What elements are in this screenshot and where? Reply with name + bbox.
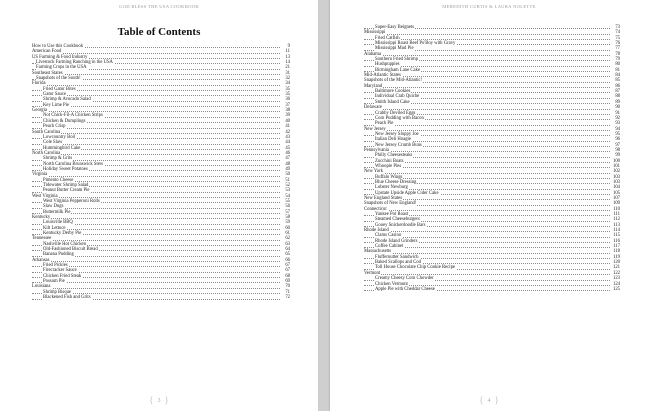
- toc-entry-page: 107: [612, 196, 620, 201]
- toc-entry-page: 59: [285, 220, 290, 226]
- toc-entry-title: Hummingbird Cake: [43, 145, 81, 151]
- toc-entry-page: 86: [615, 83, 620, 89]
- toc-entry-title: US Farming & Food Industry: [32, 54, 88, 60]
- toc-entry-page: 35: [285, 92, 290, 98]
- toc-entry-title: Alabama: [364, 51, 381, 57]
- toc-entry-title: Yankee Pot Roast: [375, 212, 409, 218]
- toc-entry-title: Cole Slaw: [43, 140, 63, 146]
- toc-entry-page: 124: [612, 281, 620, 287]
- toc-entry-title: Mississippi: [364, 30, 386, 36]
- toc-entry-page: 41: [285, 124, 290, 130]
- toc-entry-title: Old-Fashioned Biscuit Bread: [43, 247, 98, 253]
- toc-entry-title: How to Use this Cookbook: [32, 44, 84, 49]
- leader-dots: [32, 133, 280, 134]
- toc-entry-title: New Jersey Crumb Buns: [375, 142, 422, 148]
- left-page: [0, 0, 318, 411]
- toc-entry-page: 32: [285, 76, 290, 82]
- toc-entry-page: 67: [285, 263, 290, 269]
- page-number: [0, 395, 318, 405]
- toc-entry-page: 66: [285, 257, 290, 263]
- toc-entry-title: Livestock Farming Ranching in the USA: [36, 60, 113, 66]
- leader-dots: [32, 261, 280, 262]
- toc-entry-title: New England States: [364, 196, 403, 201]
- toc-entry-page: 101: [612, 163, 620, 169]
- toc-entry-page: 123: [612, 276, 620, 282]
- toc-entry-page: 111: [613, 212, 620, 218]
- toc-entry-title: Corn Pudding with Bacon: [375, 115, 424, 121]
- folio-bracket-left-icon: {: [479, 395, 484, 405]
- toc-entry-title: Baked Scallops and Cod: [375, 260, 421, 266]
- page-number-value: 4: [487, 398, 491, 404]
- leader-dots: [364, 66, 610, 67]
- toc-entry-page: 54: [285, 193, 290, 199]
- toc-entry-title: West Virginia: [32, 193, 58, 199]
- toc-entry-page: 63: [285, 241, 290, 247]
- leader-dots: [364, 210, 610, 211]
- page-number-value: 3: [157, 398, 161, 404]
- leader-dots: [32, 128, 280, 129]
- toc-entry-title: Fluffernutter Sandwich: [375, 254, 419, 260]
- toc-entry-page: 103: [612, 179, 620, 185]
- toc-entry-title: Smith Island Cake: [375, 99, 410, 105]
- toc-entry-title: Peach Pie: [375, 121, 394, 127]
- toc-entry-title: Louisville BBQ: [43, 220, 73, 226]
- toc-entry-title: Kentucky: [32, 215, 51, 220]
- toc-entry-title: Southeast States: [32, 70, 63, 76]
- toc-entry-page: 109: [612, 201, 620, 207]
- toc-entry-title: Connecticut: [364, 206, 387, 212]
- toc-entry-title: Steamed Cheeseburgers: [375, 217, 420, 223]
- toc-entry-title: Mid-Atlantic States: [364, 73, 401, 79]
- toc-entry-title: Banana Pudding: [43, 252, 74, 258]
- toc-entry-page: 62: [285, 236, 290, 242]
- toc-entry-page: 57: [285, 209, 290, 215]
- toc-entry-page: 13: [285, 54, 290, 60]
- toc-entry-title: Italian Deli Hoagie: [375, 137, 411, 143]
- toc-entry-title: Fried Catfish: [375, 35, 400, 41]
- toc-entry-page: 125: [612, 286, 620, 292]
- toc-entry-title: New Jersey Sloppy Joe: [375, 131, 419, 137]
- toc-entry-title: Shrimp & Avocado Salad: [43, 97, 91, 103]
- toc-list: [364, 25, 620, 292]
- toc-entry: [364, 287, 620, 292]
- toc-entry-page: 97: [615, 142, 620, 148]
- toc-list: [32, 44, 290, 301]
- leader-dots: [32, 74, 280, 75]
- toc-entry-page: 103: [612, 174, 620, 180]
- toc-entry-title: Snapshots of New England!: [364, 201, 417, 207]
- toc-entry-title: Kilt Lettuce: [43, 225, 66, 231]
- toc-entry-page: 31: [285, 70, 290, 76]
- toc-entry-page: 117: [613, 244, 620, 250]
- toc-entry-title: Snapshots of the South!: [36, 76, 81, 82]
- leader-dots: [364, 173, 610, 174]
- toc-entry-page: 102: [612, 169, 620, 175]
- toc-entry-page: 92: [615, 115, 620, 121]
- toc-entry-title: Gator Sauce: [43, 92, 67, 98]
- toc-entry-title: New York: [364, 169, 384, 175]
- toc-entry-title: Chicken Vermont: [375, 281, 408, 287]
- toc-entry-title: Vermont: [364, 270, 381, 276]
- leader-dots: [32, 85, 280, 86]
- toc-entry-page: 9: [287, 44, 290, 49]
- toc-entry-page: 21: [285, 65, 290, 71]
- toc-entry-page: 91: [615, 110, 620, 116]
- toc-entry-title: South Carolina: [32, 129, 61, 135]
- toc-entry-page: 68: [285, 273, 290, 279]
- toc-entry-page: 51: [285, 177, 290, 183]
- toc-entry-page: 115: [613, 233, 620, 239]
- toc-entry-title: Mississippi Mud Pie: [375, 46, 414, 52]
- folio-bracket-left-icon: {: [149, 395, 154, 405]
- toc-entry-title: Individual Crab Quiche: [375, 94, 420, 100]
- toc-entry-title: Southern Fried Shrimp: [375, 57, 418, 63]
- toc-entry-title: Whoopie Pies: [375, 163, 402, 169]
- toc-entry-page: 112: [613, 217, 620, 223]
- toc-entry-page: 69: [285, 279, 290, 285]
- toc-entry-page: 89: [615, 99, 620, 105]
- toc-entry-title: Super-Easy Beignets: [375, 25, 415, 30]
- toc-entry-page: 47: [285, 156, 290, 162]
- toc-entry-page: 75: [615, 35, 620, 41]
- toc-entry-page: 70: [285, 284, 290, 290]
- toc-entry-title: Toll House Chocolate Chip Cookie Recipe: [375, 265, 455, 271]
- folio-bracket-right-icon: }: [494, 395, 499, 405]
- toc-entry-page: 58: [285, 215, 290, 220]
- toc-entry-title: Tennessee: [32, 236, 52, 242]
- toc-entry-title: Snapshots of the Mid-Atlantic!: [364, 78, 423, 84]
- toc-entry-title: Crabby Deviled Eggs: [375, 110, 416, 116]
- toc-entry-title: Possum Pie: [43, 279, 65, 285]
- toc-entry-title: American Food: [32, 49, 62, 55]
- toc-entry-title: Shrimp & Grits: [43, 156, 73, 162]
- toc-entry-page: 72: [285, 295, 290, 301]
- toc-entry-page: 95: [615, 131, 620, 137]
- leader-dots: [32, 53, 280, 54]
- toc-entry-title: Fried Pickles: [43, 263, 68, 269]
- toc-entry-title: Pennsylvania: [364, 147, 389, 153]
- toc-entry-page: 105: [612, 190, 620, 196]
- toc-entry-page: 71: [285, 289, 290, 295]
- page-title: Table of Contents: [117, 26, 201, 38]
- toc-entry-title: Nashville Hot Chicken: [43, 241, 86, 247]
- toc-entry-title: Slaw Dogs: [43, 204, 64, 210]
- toc-entry-page: 52: [285, 182, 290, 188]
- toc-entry-title: Upstate Upside Apple Cider Cake: [375, 190, 439, 196]
- toc-entry-title: Creamy Cheesy Corn Chowder: [375, 276, 434, 282]
- leader-dots: [32, 176, 280, 177]
- toc-entry-page: 73: [615, 25, 620, 30]
- toc-entry-title: Apple Pie with Cheddar Cheese: [375, 286, 435, 292]
- leader-dots: [364, 109, 610, 110]
- toc-entry-title: Shrimp Bisque: [43, 289, 71, 295]
- toc-entry-title: Florida: [32, 81, 46, 87]
- toc-entry-page: 98: [615, 147, 620, 153]
- running-head: MEREDITH CURTIS & LAURA NOLETTE: [442, 4, 536, 9]
- toc-entry-title: Pimento Cheese: [43, 177, 74, 183]
- leader-dots: [32, 229, 280, 230]
- toc-entry-page: 48: [285, 161, 290, 167]
- toc-entry-page: 60: [285, 225, 290, 231]
- toc-entry-page: 119: [613, 254, 620, 260]
- toc-entry-page: 38: [285, 108, 290, 114]
- toc-entry-page: 84: [615, 73, 620, 79]
- toc-entry-title: Rhode Island Grinders: [375, 238, 418, 244]
- toc-entry-title: Maryland: [364, 83, 383, 89]
- toc-entry-title: Clams Casino: [375, 233, 402, 239]
- leader-dots: [32, 197, 280, 198]
- toc-entry-page: 77: [615, 46, 620, 52]
- toc-entry-title: Chicken & Dumplings: [43, 118, 86, 124]
- toc-entry-title: Lobster Newburg: [375, 185, 408, 191]
- toc-entry-page: 61: [285, 231, 290, 237]
- toc-entry-page: 53: [285, 188, 290, 194]
- toc-entry-page: 50: [285, 172, 290, 178]
- toc-entry-page: 99: [615, 153, 620, 159]
- toc-entry-title: Arkansas: [32, 257, 50, 263]
- toc-entry-title: Delaware: [364, 105, 382, 111]
- toc-entry-title: New Jersey: [364, 126, 386, 132]
- toc-entry-title: Kentucky Derby Pie: [43, 231, 82, 237]
- toc-entry-page: 34: [285, 81, 290, 87]
- toc-entry-page: 45: [285, 145, 290, 151]
- folio-bracket-right-icon: }: [164, 395, 169, 405]
- toc-entry-page: 114: [613, 228, 620, 234]
- toc-entry-title: Buttermilk Pie: [43, 209, 71, 215]
- toc-entry-title: Tidewater Shrimp Salad: [43, 182, 89, 188]
- toc-entry-page: 55: [285, 198, 290, 204]
- toc-entry-page: 110: [613, 206, 620, 212]
- leader-dots: [32, 144, 280, 145]
- toc-entry-page: 35: [285, 86, 290, 92]
- toc-entry-title: West Virginia Pepperoni Rolls: [43, 198, 100, 204]
- toc-entry-title: Lowcountry Boil: [43, 134, 76, 140]
- toc-entry-title: Holiday Sweet Potatoes: [43, 166, 88, 172]
- toc-entry-page: 49: [285, 166, 290, 172]
- leader-dots: [32, 240, 280, 241]
- toc-entry-page: 44: [285, 140, 290, 146]
- leader-dots: [364, 34, 610, 35]
- toc-entry-title: Not Chick-Fil-A Chicken Strips: [43, 113, 103, 119]
- toc-entry-page: 65: [285, 252, 290, 258]
- toc-entry-title: Gooey Snickerdoodle Bars: [375, 222, 426, 228]
- toc-entry-title: Birmingham Lane Cake: [375, 67, 421, 73]
- toc-entry-title: Rhode Island: [364, 228, 389, 234]
- toc-entry-title: Mississippi Roast Beef Po'Boy with Gravy: [375, 41, 456, 47]
- leader-dots: [364, 253, 610, 254]
- toc-entry-title: Philly Cheesesteaks: [375, 153, 413, 159]
- toc-entry-page: 43: [285, 134, 290, 140]
- toc-entry-page: 100: [612, 158, 620, 164]
- toc-entry-title: Buffalo Wings: [375, 174, 403, 180]
- toc-entry-page: 74: [615, 30, 620, 36]
- toc-entry-page: 80: [615, 62, 620, 68]
- toc-entry-page: 96: [615, 137, 620, 143]
- toc-entry-title: Hushpuppies: [375, 62, 400, 68]
- toc-entry-title: Blue Cheese Dressing: [375, 179, 417, 185]
- toc-entry-page: 104: [612, 185, 620, 191]
- leader-dots: [32, 208, 280, 209]
- toc-entry-page: 121: [612, 265, 620, 271]
- toc-entry-title: Peach Crisp: [43, 124, 66, 130]
- toc-entry-page: 93: [615, 121, 620, 127]
- toc-entry-page: 79: [615, 57, 620, 63]
- toc-entry-title: North Carolina Brunswick Stew: [43, 161, 104, 167]
- leader-dots: [32, 282, 280, 283]
- toc-entry-page: 36: [285, 97, 290, 103]
- toc-entry-title: Baltimore Cookies: [375, 89, 411, 95]
- toc-entry-page: 88: [615, 94, 620, 100]
- toc-entry-title: Blackened Fish and Grits: [43, 295, 91, 301]
- leader-dots: [364, 87, 610, 88]
- toc-entry-page: 87: [615, 89, 620, 95]
- page-number: [330, 395, 648, 405]
- toc-entry-page: 67: [285, 268, 290, 274]
- toc-entry-page: 122: [612, 270, 620, 276]
- toc-entry-title: Louisiana: [32, 284, 51, 290]
- toc-entry-title: Coffee Cabinet: [375, 244, 404, 250]
- leader-dots: [364, 55, 610, 56]
- toc-entry-page: 94: [615, 126, 620, 132]
- leader-dots: [364, 130, 610, 131]
- toc-entry-page: 113: [613, 222, 620, 228]
- toc-entry-page: 46: [285, 150, 290, 156]
- toc-entry-page: 11: [285, 49, 290, 55]
- toc-entry-page: 81: [615, 67, 620, 73]
- toc-entry-page: 76: [615, 41, 620, 47]
- toc-entry-page: 116: [613, 238, 620, 244]
- toc-entry-page: 40: [285, 118, 290, 124]
- toc-entry-title: Zucchini Boats: [375, 158, 404, 164]
- running-head: GOD BLESS THE USA COOKBOOK: [119, 4, 199, 9]
- toc-entry-page: 78: [615, 51, 620, 57]
- toc-entry-page: 90: [615, 105, 620, 111]
- toc-entry-title: Firecracker Sauce: [43, 268, 77, 274]
- toc-entry-page: 37: [285, 102, 290, 108]
- leader-dots: [364, 274, 610, 275]
- toc-entry-page: 64: [285, 247, 290, 253]
- toc-entry-title: Chicken Fried Steak: [43, 273, 82, 279]
- toc-entry-title: Virginia: [32, 172, 48, 178]
- toc-entry-title: Fried Gator Bites: [43, 86, 76, 92]
- leader-dots: [32, 288, 280, 289]
- toc-entry-page: 42: [285, 129, 290, 135]
- toc-entry-title: Farming Crops in the USA: [36, 65, 87, 71]
- book-gutter: [318, 0, 330, 411]
- toc-entry-page: 85: [615, 78, 620, 84]
- toc-entry-page: 39: [285, 113, 290, 119]
- leader-dots: [364, 125, 610, 126]
- right-page: [330, 0, 648, 411]
- toc-entry-page: 120: [612, 260, 620, 266]
- toc-entry-page: 14: [285, 60, 290, 66]
- toc-entry-title: Peanut Butter Cream Pie: [43, 188, 90, 194]
- toc-entry-title: Georgia: [32, 108, 48, 114]
- toc-entry: [32, 295, 290, 300]
- toc-entry-title: Massachusetts: [364, 249, 392, 255]
- toc-entry-page: 56: [285, 204, 290, 210]
- toc-entry-title: Key Lime Pie: [43, 102, 70, 108]
- toc-entry-page: 118: [613, 249, 620, 255]
- toc-entry-title: North Carolina: [32, 150, 61, 156]
